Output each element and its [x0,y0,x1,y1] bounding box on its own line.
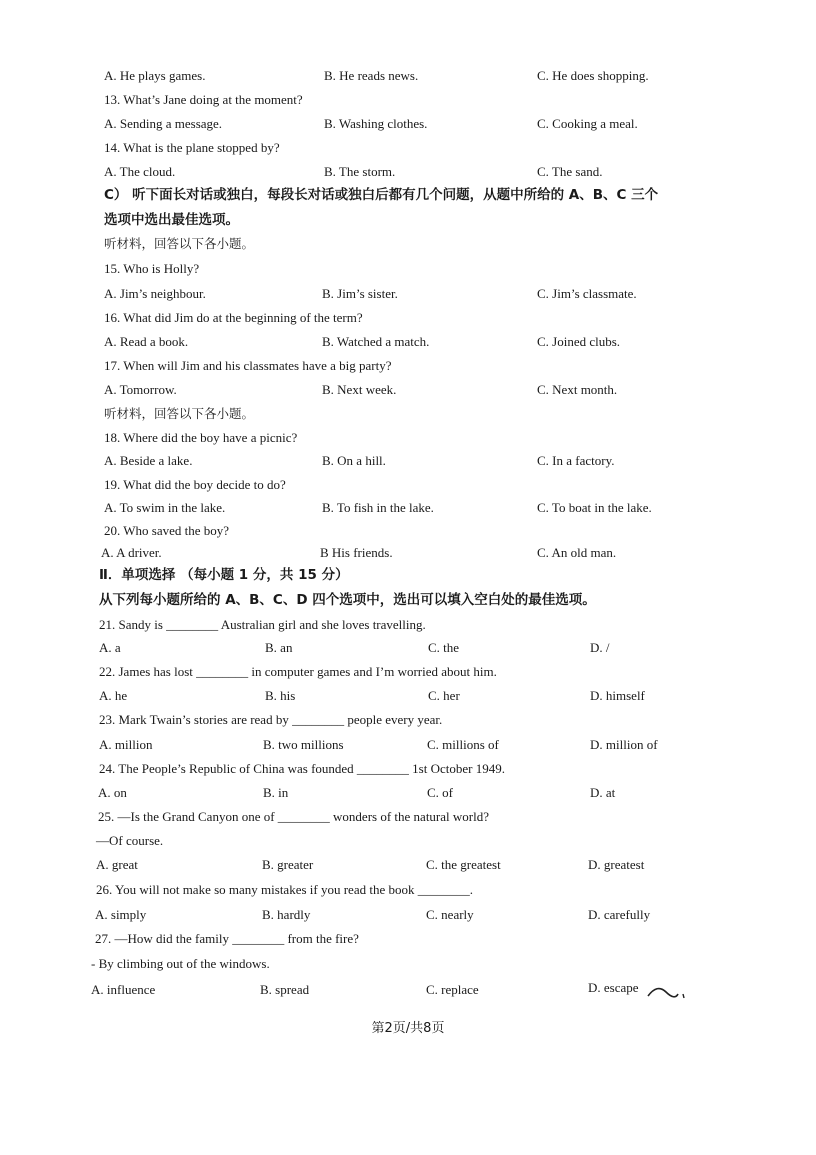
q23-option-d: D. million of [590,737,658,752]
q21-option-a: A. a [99,640,121,655]
section-c-instruction-line2: 选项中选出最佳选项。 [104,212,239,228]
q20-option-a: A. A driver. [101,545,162,560]
q15-option-b: B. Jim’s sister. [322,286,398,301]
q22-option-c: C. her [428,688,460,703]
q20-option-c: C. An old man. [537,545,617,560]
q25-option-c: C. the greatest [426,857,501,872]
q18-option-c: C. In a factory. [537,453,615,468]
q24-option-b: B. in [263,785,289,800]
q22-option-d: D. himself [590,688,645,703]
q26-stem: 26. You will not make so many mistakes if you read the book ________. [96,882,473,897]
q19-option-b: B. To fish in the lake. [322,500,434,515]
section-2-title: Ⅱ．单项选择 （每小题 1 分，共 15 分） [99,567,349,583]
q23-option-b: B. two millions [263,737,344,752]
q23-option-a: A. million [99,737,153,752]
q18-option-a: A. Beside a lake. [104,453,193,468]
q22-stem: 22. James has lost ________ in computer games and I’m worried about him. [99,664,497,679]
q27-option-a: A. influence [91,982,156,997]
q13-stem: 13. What’s Jane doing at the moment? [104,92,303,107]
q12-option-c: C. He does shopping. [537,68,649,83]
q17-option-a: A. Tomorrow. [104,382,177,397]
q25-option-a: A. great [96,857,138,872]
q17-option-c: C. Next month. [537,382,618,397]
q27-stem: 27. —How did the family ________ from the fire? [95,931,359,946]
q26-option-b: B. hardly [262,907,311,922]
q23-stem: 23. Mark Twain’s stories are read by ________ people every year. [99,712,443,727]
q21-option-b: B. an [265,640,293,655]
section-c-instruction-line1: C） 听下面长对话或独白，每段长对话或独白后都有几个问题，从题中所给的 A、B、C 三个 [104,187,659,203]
q17-option-b: B. Next week. [322,382,397,397]
q24-option-a: A. on [98,785,127,800]
q22-option-b: B. his [265,688,296,703]
page-number-footer: 第2页/共8页 [371,1021,445,1036]
q16-stem: 16. What did Jim do at the beginning of the term? [104,310,363,325]
section-c-sub-instruction-2: 听材料，回答以下各小题。 [104,406,255,421]
q17-stem: 17. When will Jim and his classmates have a big party? [104,358,392,373]
q13-option-b: B. Washing clothes. [324,116,428,131]
q19-stem: 19. What did the boy decide to do? [104,477,286,492]
q27-reply: - By climbing out of the windows. [91,956,270,971]
q19-option-c: C. To boat in the lake. [537,500,652,515]
q25-option-d: D. greatest [588,857,645,872]
q15-stem: 15. Who is Holly? [104,261,200,276]
q22-option-a: A. he [99,688,128,703]
q20-option-b: B His friends. [320,545,393,560]
q13-option-c: C. Cooking a meal. [537,116,638,131]
q27-option-d: D. escape [588,980,639,995]
q23-option-c: C. millions of [427,737,499,752]
q21-option-d: D. / [590,640,610,655]
q26-option-c: C. nearly [426,907,474,922]
q15-option-a: A. Jim’s neighbour. [104,286,206,301]
q16-option-c: C. Joined clubs. [537,334,621,349]
section-c-sub-instruction-1: 听材料，回答以下各小题。 [104,236,255,251]
q25-reply: —Of course. [96,833,164,848]
q21-stem: 21. Sandy is ________ Australian girl and she loves travelling. [99,617,426,632]
q27-option-b: B. spread [260,982,310,997]
q19-option-a: A. To swim in the lake. [104,500,226,515]
q27-option-c: C. replace [426,982,479,997]
q16-option-b: B. Watched a match. [322,334,430,349]
q14-option-c: C. The sand. [537,164,603,179]
q25-stem: 25. —Is the Grand Canyon one of ________ wonders of the natural world? [98,809,489,824]
q21-option-c: C. the [428,640,460,655]
q24-option-d: D. at [590,785,616,800]
q16-option-a: A. Read a book. [104,334,189,349]
q24-option-c: C. of [427,785,453,800]
q13-option-a: A. Sending a message. [104,116,223,131]
q26-option-d: D. carefully [588,907,651,922]
q18-option-b: B. On a hill. [322,453,386,468]
q14-stem: 14. What is the plane stopped by? [104,140,280,155]
q12-option-b: B. He reads news. [324,68,419,83]
q12-option-a: A. He plays games. [104,68,206,83]
section-2-instruction: 从下列每小题所给的 A、B、C、D 四个选项中，选出可以填入空白处的最佳选项。 [99,592,596,608]
q20-stem: 20. Who saved the boy? [104,523,230,538]
q26-option-a: A. simply [95,907,147,922]
pen-scribble-mark [646,982,686,1002]
q24-stem: 24. The People’s Republic of China was founded ________ 1st October 1949. [99,761,505,776]
q14-option-b: B. The storm. [324,164,396,179]
q25-option-b: B. greater [262,857,314,872]
q15-option-c: C. Jim’s classmate. [537,286,637,301]
q14-option-a: A. The cloud. [104,164,176,179]
q18-stem: 18. Where did the boy have a picnic? [104,430,298,445]
